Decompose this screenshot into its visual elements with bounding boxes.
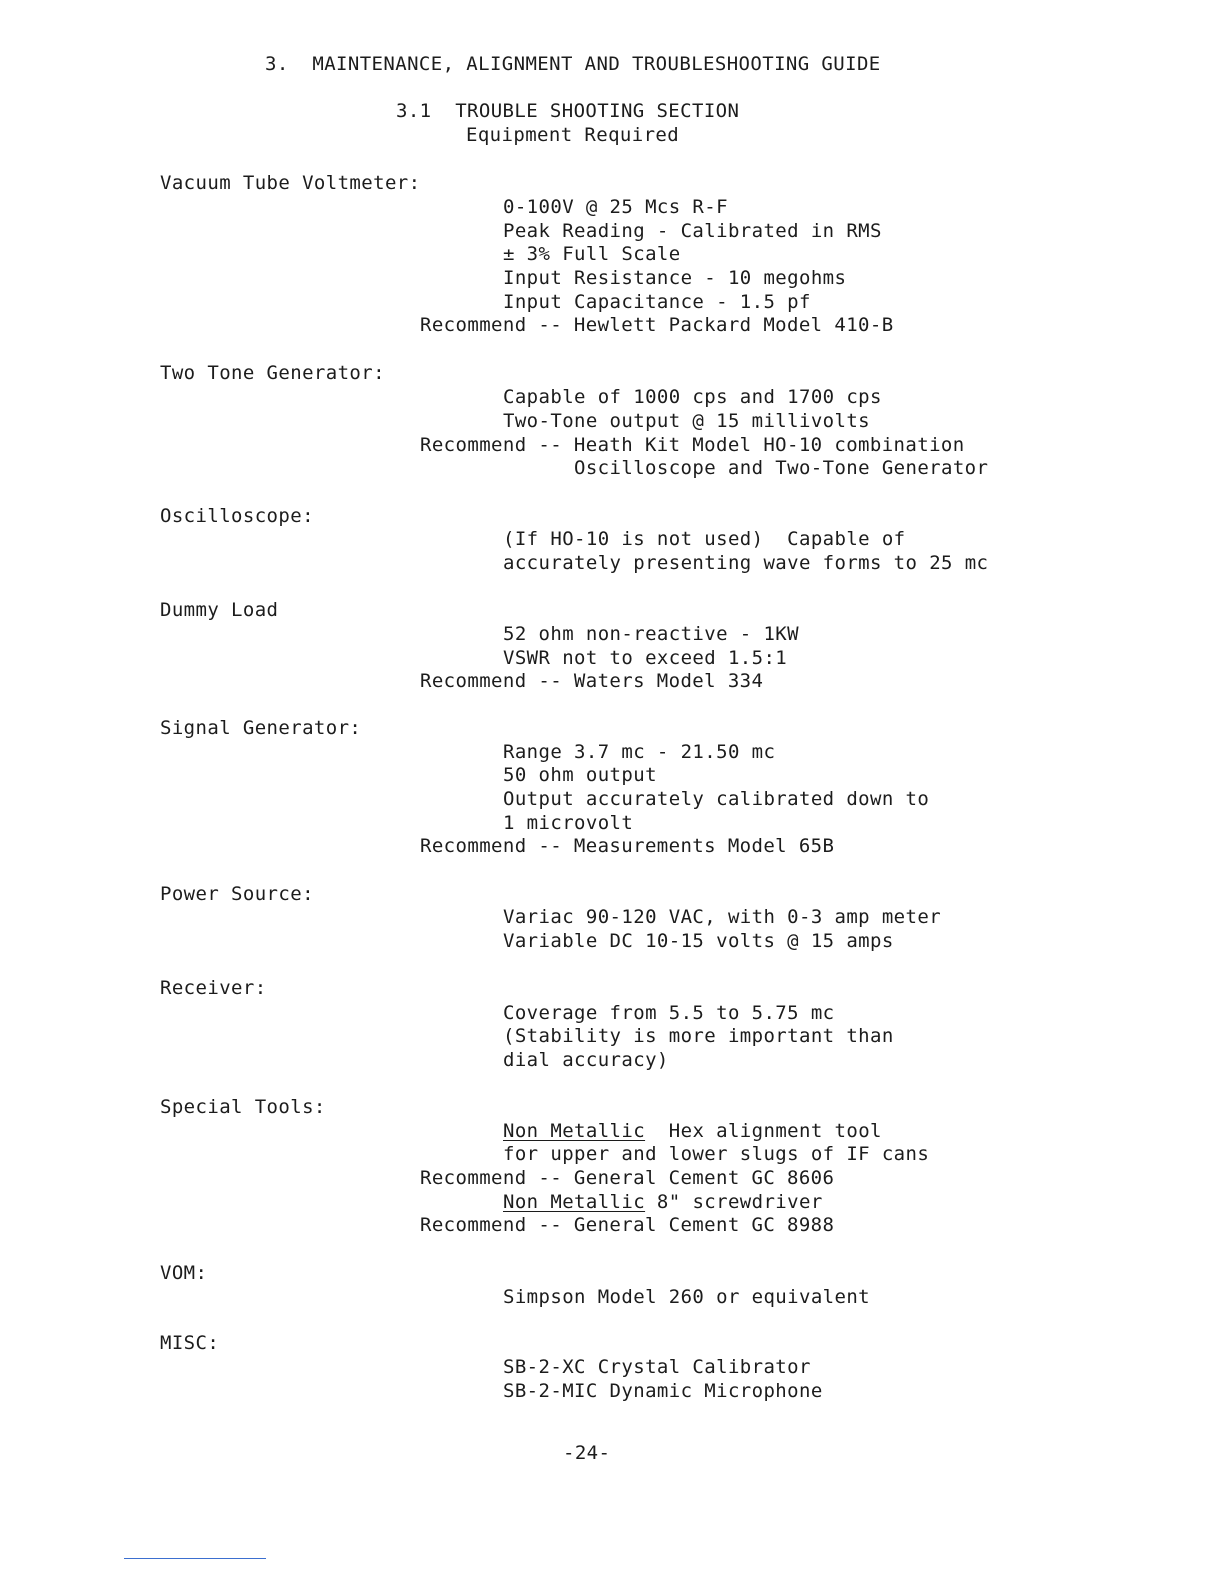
spec-line: Simpson Model 260 or equivalent (503, 1286, 871, 1308)
equipment-label-oscilloscope: Oscilloscope: (160, 505, 314, 527)
section-heading: 3.1 TROUBLE SHOOTING SECTION (396, 100, 740, 122)
spec-line: Input Resistance - 10 megohms (503, 267, 847, 289)
non-metallic-underlined: Non Metallic (503, 1191, 646, 1213)
spec-line: SB-2-XC Crystal Calibrator (503, 1356, 811, 1378)
equipment-label-two-tone: Two Tone Generator: (160, 362, 385, 384)
spec-line: VSWR not to exceed 1.5:1 (503, 647, 788, 669)
spec-line: dial accuracy) (503, 1049, 669, 1071)
tool-description: 8" screwdriver (656, 1191, 823, 1213)
equipment-label-misc: MISC: (160, 1332, 220, 1354)
section-subheading: Equipment Required (466, 124, 680, 146)
bottom-rule (124, 1558, 266, 1559)
spec-line: Capable of 1000 cps and 1700 cps (503, 386, 882, 408)
equipment-label-receiver: Receiver: (160, 977, 267, 999)
equipment-label-vtvm: Vacuum Tube Voltmeter: (160, 172, 421, 194)
spec-line: 1 microvolt (503, 812, 634, 834)
spec-line: Input Capacitance - 1.5 pf (503, 291, 811, 313)
equipment-label-vom: VOM: (160, 1262, 208, 1284)
tool-line (503, 1119, 882, 1143)
recommend-continuation: Oscilloscope and Two-Tone Generator (574, 457, 989, 479)
tool-line (503, 1190, 823, 1214)
spec-line: Output accurately calibrated down to (503, 788, 930, 810)
spec-line: (If HO-10 is not used) Capable of (503, 528, 906, 550)
spec-line: 52 ohm non-reactive - 1KW (503, 623, 799, 645)
recommend-line: Recommend -- Waters Model 334 (420, 670, 764, 692)
equipment-label-dummy-load: Dummy Load (160, 599, 279, 621)
equipment-label-power-source: Power Source: (160, 883, 314, 905)
page-number: -24- (563, 1442, 611, 1464)
spec-line: Range 3.7 mc - 21.50 mc (503, 741, 776, 763)
spec-line: Coverage from 5.5 to 5.75 mc (503, 1002, 835, 1024)
spec-line: (Stability is more important than (503, 1025, 894, 1047)
recommend-line: Recommend -- Heath Kit Model HO-10 combination (420, 434, 965, 456)
equipment-label-signal-generator: Signal Generator: (160, 717, 362, 739)
recommend-line: Recommend -- General Cement GC 8606 (420, 1167, 835, 1189)
spec-line: 50 ohm output (503, 764, 657, 786)
recommend-line: Recommend -- Measurements Model 65B (420, 835, 835, 857)
spec-line: Variac 90-120 VAC, with 0-3 amp meter (503, 906, 942, 928)
tool-description: Hex alignment tool (668, 1120, 882, 1142)
equipment-label-special-tools: Special Tools: (160, 1096, 326, 1118)
recommend-line: Recommend -- General Cement GC 8988 (420, 1214, 835, 1236)
spec-line: 0-100V @ 25 Mcs R-F (503, 196, 728, 218)
recommend-line: Recommend -- Hewlett Packard Model 410-B (420, 314, 894, 336)
spec-line: accurately presenting wave forms to 25 mc (503, 552, 989, 574)
non-metallic-underlined: Non Metallic (503, 1120, 646, 1142)
spec-line: for upper and lower slugs of IF cans (503, 1143, 930, 1165)
spec-line: Two-Tone output @ 15 millivolts (503, 410, 871, 432)
spec-line: Peak Reading - Calibrated in RMS (503, 220, 882, 242)
chapter-heading: 3. MAINTENANCE, ALIGNMENT AND TROUBLESHOOTING GUIDE (265, 53, 881, 75)
spec-line: Variable DC 10-15 volts @ 15 amps (503, 930, 894, 952)
spec-line: SB-2-MIC Dynamic Microphone (503, 1380, 823, 1402)
spec-line: ± 3% Full Scale (503, 243, 681, 265)
